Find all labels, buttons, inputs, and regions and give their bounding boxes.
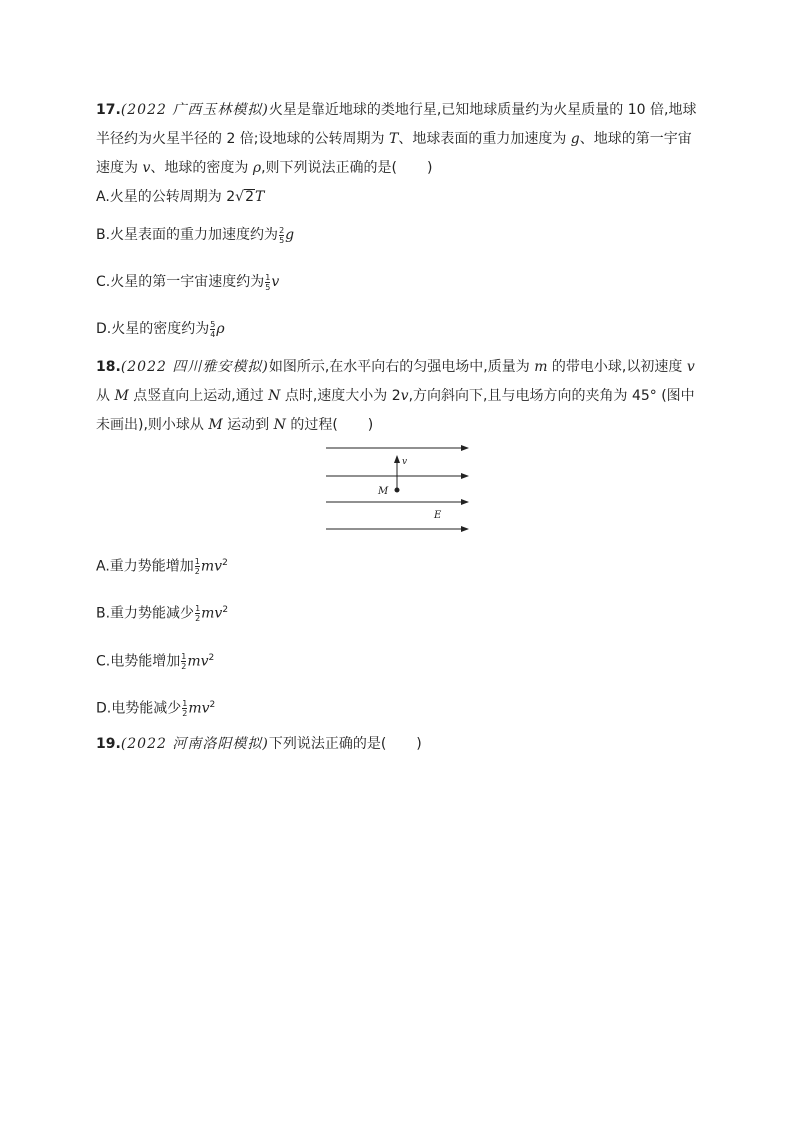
label-e: E <box>434 510 442 521</box>
fraction: $\frac{1}{2}$ <box>195 604 201 624</box>
option-a: A.重力势能增加 $\frac{1}{2}$ $mv^2$ <box>96 557 228 577</box>
question-18: 18.(2022 四川雅安模拟)如图所示,在水平向右的匀强电场中,质量为 m 的带电小球,以初速度 v 从 M 点竖直向上运动,通过 N 点时,速度大小为 2v,方向斜向下,且与电场方向的夹角为 45° (图中未画出),则小球从 M 运动到 N 的过程( ) <box>96 359 695 433</box>
option-c: C.火星的第一宇宙速度约为 $\frac{1}{5}$ v <box>96 272 280 292</box>
label-v: v <box>402 457 408 467</box>
question-text: 火星是靠近地球的类地行星,已知地球质量约为火星质量的 10 倍,地球半径约为火星半径的 2 倍;设地球的公转周期为 <box>96 102 697 147</box>
fraction: $\frac{1}{2}$ <box>181 652 187 672</box>
question-source: (2022 四川雅安模拟) <box>120 359 269 375</box>
fraction: $\frac{1}{5}$ <box>265 272 271 292</box>
question-source: (2022 河南洛阳模拟) <box>120 736 269 752</box>
fraction: $\frac{1}{2}$ <box>182 699 188 719</box>
option-d: D.火星的密度约为 $\frac{5}{4}$ ρ <box>96 319 225 339</box>
point-m <box>395 488 400 493</box>
question-number: 19. <box>96 736 121 752</box>
option-a: A.火星的公转周期为 2√2T <box>96 189 265 205</box>
fraction: $\frac{2}{5}$ <box>279 225 285 245</box>
question-source: (2022 广西玉林模拟) <box>120 102 269 118</box>
option-b: B.火星表面的重力加速度约为 $\frac{2}{5}$ g <box>96 225 295 245</box>
question-number: 18. <box>96 359 121 375</box>
question-text: 如图所示,在水平向右的匀强电场中,质量为 <box>268 359 535 375</box>
question-number: 17. <box>96 102 121 118</box>
option-d: D.电势能减少 $\frac{1}{2}$ $mv^2$ <box>96 699 216 719</box>
question-19: 19.(2022 河南洛阳模拟)下列说法正确的是( ) <box>96 736 422 752</box>
question-text: 下列说法正确的是( <box>268 736 387 752</box>
question-17: 17.(2022 广西玉林模拟)火星是靠近地球的类地行星,已知地球质量约为火星质量的 10 倍,地球半径约为火星半径的 2 倍;设地球的公转周期为 T、地球表面的重力加速度为 g、地球的第一宇宙速度为 v、地球的密度为 ρ,则下列说法正确的是( ) <box>96 102 697 176</box>
option-c: C.电势能增加 $\frac{1}{2}$ $mv^2$ <box>96 652 215 672</box>
label-m: M <box>378 486 389 497</box>
electric-field-figure <box>320 440 480 538</box>
fraction: $\frac{5}{4}$ <box>210 319 216 339</box>
fraction: $\frac{1}{2}$ <box>194 557 200 577</box>
sqrt-sign: √ <box>235 189 245 205</box>
option-b: B.重力势能减少 $\frac{1}{2}$ $mv^2$ <box>96 604 229 624</box>
